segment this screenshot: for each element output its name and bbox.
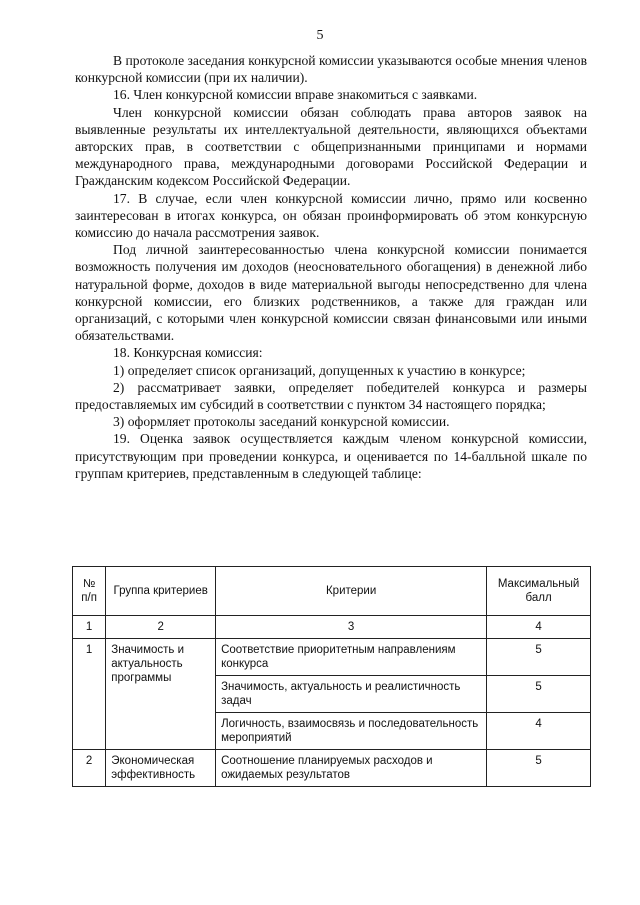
paragraph: 3) оформляет протоколы заседаний конкурсной комиссии. (113, 414, 450, 430)
header-group: Группа критериев (106, 567, 216, 616)
table-index-row (73, 616, 591, 639)
table-header-row (73, 567, 591, 616)
paragraph: Член конкурсной комиссии обязан соблюдать права авторов заявок на выявленные результаты их интеллектуальной деятельности, являющихся объектами авторских прав, в соответствии с общепризнанными принципами и нормами международного права, международными договорами Российской Федерации и Гражданским кодексом Российской Федерации. (75, 104, 587, 189)
index-cell: 2 (106, 616, 216, 639)
criterion-score: 5 (487, 750, 591, 787)
page-number: 5 (316, 28, 324, 43)
paragraph: 16. Член конкурсной комиссии вправе знакомиться с заявками. (113, 87, 478, 103)
paragraph: 1) определяет список организаций, допущенных к участию в конкурсе; (113, 362, 526, 378)
group-number: 2 (73, 750, 106, 787)
group-number: 1 (73, 639, 106, 750)
paragraph: В протоколе заседания конкурсной комиссии указываются особые мнения членов конкурсной комиссии (при их наличии). (75, 53, 587, 86)
index-cell: 1 (73, 616, 106, 639)
header-number: № п/п (73, 567, 106, 616)
criterion-score: 5 (487, 676, 591, 713)
group-name: Экономическая эффективность (106, 750, 216, 787)
table-row (73, 639, 591, 676)
document-body (75, 52, 587, 482)
paragraph: Под личной заинтересованностью члена конкурсной комиссии понимается возможность получения им доходов (неосновательного обогащения) в денежной либо натуральной форме, доходов в виде материальной выгоды непосредственно для члена конкурсной комиссии, его близких родственников, а также для граждан или организаций, с которыми член конкурсной комиссии связан финансовыми или иными обязательствами. (75, 242, 587, 344)
index-cell: 3 (216, 616, 487, 639)
criterion-text: Соответствие приоритетным направлениям конкурса (216, 639, 487, 676)
criterion-text: Логичность, взаимосвязь и последовательность мероприятий (216, 713, 487, 750)
criterion-text: Соотношение планируемых расходов и ожидаемых результатов (216, 750, 487, 787)
header-max-score: Максимальный балл (487, 567, 591, 616)
paragraph: 18. Конкурсная комиссия: (113, 345, 263, 361)
criterion-score: 5 (487, 639, 591, 676)
criterion-score: 4 (487, 713, 591, 750)
table-row (73, 750, 591, 787)
criteria-table (72, 566, 591, 787)
index-cell: 4 (487, 616, 591, 639)
criterion-text: Значимость, актуальность и реалистичность задач (216, 676, 487, 713)
paragraph: 17. В случае, если член конкурсной комиссии лично, прямо или косвенно заинтересован в итогах конкурса, он обязан проинформировать об этом конкурсную комиссию до начала рассмотрения заявок. (75, 190, 587, 241)
paragraph: 2) рассматривает заявки, определяет победителей конкурса и размеры предоставляемых им субсидий в соответствии с пунктом 34 настоящего порядка; (75, 379, 587, 413)
header-criteria: Критерии (216, 567, 487, 616)
group-name: Значимость и актуальность программы (106, 639, 216, 750)
paragraph: 19. Оценка заявок осуществляется каждым членом конкурсной комиссии, присутствующим при проведении конкурса, и оценивается по 14-балльной шкале по группам критериев, представленным в следующей таблице: (75, 431, 587, 481)
